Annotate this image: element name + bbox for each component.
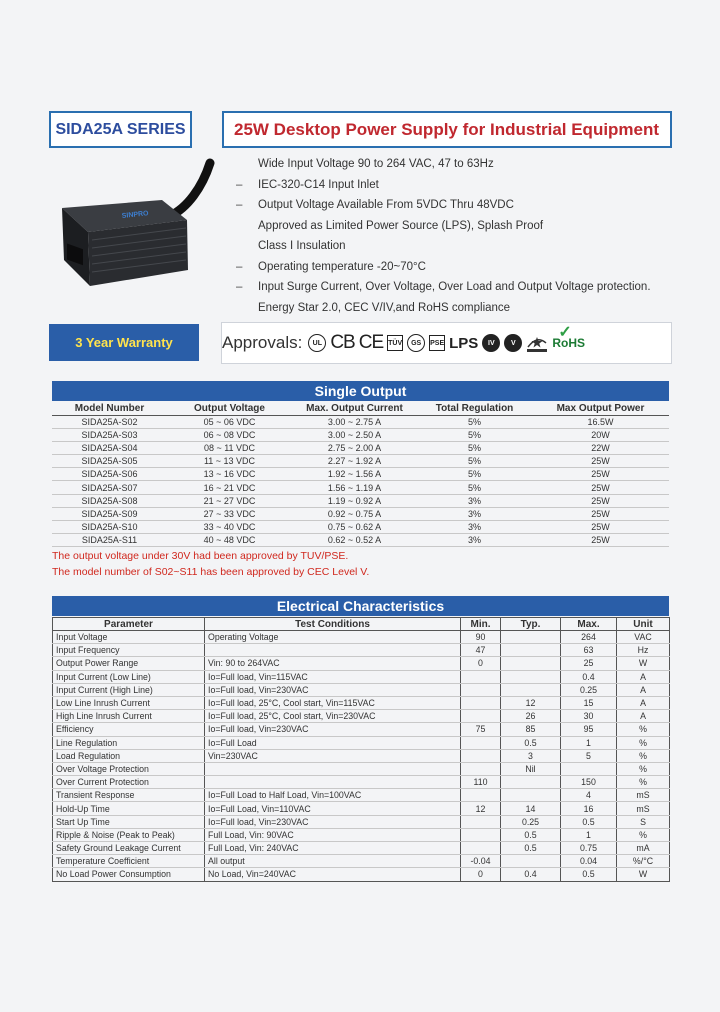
table-cell: No Load Power Consumption <box>53 868 205 881</box>
ul-mark-icon: UL <box>308 334 326 352</box>
table-cell: 3% <box>417 521 532 534</box>
table-cell <box>501 644 561 657</box>
table-cell <box>461 683 501 696</box>
table-row <box>53 670 670 683</box>
feature-item <box>236 154 676 175</box>
table-cell: 1.19 ~ 0.92 A <box>292 494 417 507</box>
table-cell <box>501 683 561 696</box>
table-cell: 5% <box>417 468 532 481</box>
table-cell: Input Current (High Line) <box>53 683 205 696</box>
table-row <box>53 657 670 670</box>
table-cell: Input Frequency <box>53 644 205 657</box>
column-header: Parameter <box>53 618 205 631</box>
table-cell: 25W <box>532 494 669 507</box>
feature-text: Operating temperature -20~70°C <box>258 260 426 273</box>
table-cell: 25W <box>532 507 669 520</box>
table-cell: SIDA25A-S04 <box>52 441 167 454</box>
table-cell: SIDA25A-S09 <box>52 507 167 520</box>
table-row <box>53 683 670 696</box>
electrical-table <box>52 617 670 882</box>
table-cell: 95 <box>561 723 617 736</box>
table-cell: %/°C <box>617 855 670 868</box>
feature-item <box>236 175 676 196</box>
feature-text: Class I Insulation <box>258 240 346 252</box>
table-cell: 0.92 ~ 0.75 A <box>292 507 417 520</box>
table-cell: Ripple & Noise (Peak to Peak) <box>53 828 205 841</box>
feature-text: Output Voltage Available From 5VDC Thru 48VDC <box>258 199 514 211</box>
table-cell: 264 <box>561 631 617 644</box>
table-cell: 4 <box>561 789 617 802</box>
table-cell: A <box>617 710 670 723</box>
table-cell: 0 <box>461 657 501 670</box>
table-cell: 0.5 <box>501 736 561 749</box>
feature-item <box>236 195 676 216</box>
table-cell: Io=Full Load <box>205 736 461 749</box>
rohs-mark-icon <box>552 324 585 350</box>
table-cell: 3% <box>417 494 532 507</box>
table-cell: SIDA25A-S05 <box>52 455 167 468</box>
table-cell <box>461 789 501 802</box>
table-cell: 27 ~ 33 VDC <box>167 507 292 520</box>
table-cell: 16 <box>561 802 617 815</box>
table-cell: 1 <box>561 828 617 841</box>
table-row <box>53 815 670 828</box>
table-cell: 12 <box>501 696 561 709</box>
brand-logo: SINPRO <box>121 210 149 220</box>
feature-item <box>236 236 676 257</box>
warranty-badge: 3 Year Warranty <box>49 324 199 361</box>
table-cell: 5 <box>561 749 617 762</box>
feature-item <box>236 216 676 237</box>
gs-mark-icon: GS <box>407 334 425 352</box>
feature-item <box>236 277 676 298</box>
table-cell: % <box>617 723 670 736</box>
table-cell: % <box>617 828 670 841</box>
series-title: SIDA25A SERIES <box>49 111 192 148</box>
table-cell: 12 <box>461 802 501 815</box>
check-icon: ✓ <box>558 324 572 341</box>
column-header: Unit <box>617 618 670 631</box>
table-row <box>53 723 670 736</box>
table-cell: SIDA25A-S11 <box>52 534 167 547</box>
table-cell <box>501 631 561 644</box>
table-cell: 0.75 <box>561 842 617 855</box>
table-cell: Operating Voltage <box>205 631 461 644</box>
table-cell: 0.5 <box>501 842 561 855</box>
feature-item <box>236 257 676 278</box>
table-cell: 25 <box>561 657 617 670</box>
table-row <box>53 868 670 881</box>
approvals-label: Approvals: <box>222 333 303 352</box>
table-cell: 1.92 ~ 1.56 A <box>292 468 417 481</box>
table-cell: 5% <box>417 441 532 454</box>
table-cell <box>205 776 461 789</box>
table-row <box>53 776 670 789</box>
dash-icon: – <box>236 281 243 293</box>
table-cell: All output <box>205 855 461 868</box>
table-cell: 150 <box>561 776 617 789</box>
table-cell: % <box>617 776 670 789</box>
table-cell: 3% <box>417 534 532 547</box>
table-cell <box>501 855 561 868</box>
table-cell: 5% <box>417 428 532 441</box>
table-cell: 25W <box>532 481 669 494</box>
table-cell: Io=Full load, 25°C, Cool start, Vin=115VAC <box>205 696 461 709</box>
column-header: Typ. <box>501 618 561 631</box>
table-cell <box>461 736 501 749</box>
table-cell: Output Power Range <box>53 657 205 670</box>
table-cell: A <box>617 696 670 709</box>
table-cell: Io=Full Load, Vin=110VAC <box>205 802 461 815</box>
table-cell: 47 <box>461 644 501 657</box>
feature-list <box>236 154 676 318</box>
note-cec: The model number of S02~S11 has been approved by CEC Level V. <box>52 566 370 578</box>
table-cell <box>461 696 501 709</box>
note-tuv-pse: The output voltage under 30V had been approved by TUV/PSE. <box>52 550 349 562</box>
table-cell <box>501 670 561 683</box>
table-cell: Transient Response <box>53 789 205 802</box>
electrical-title: Electrical Characteristics <box>52 596 669 616</box>
table-cell: 21 ~ 27 VDC <box>167 494 292 507</box>
table-cell: 0.04 <box>561 855 617 868</box>
table-cell: 3.00 ~ 2.50 A <box>292 428 417 441</box>
table-cell: 85 <box>501 723 561 736</box>
table-cell <box>561 762 617 775</box>
table-row <box>53 828 670 841</box>
table-cell: 08 ~ 11 VDC <box>167 441 292 454</box>
table-cell <box>461 710 501 723</box>
table-cell: Input Current (Low Line) <box>53 670 205 683</box>
single-output-title: Single Output <box>52 381 669 401</box>
table-cell: 1.56 ~ 1.19 A <box>292 481 417 494</box>
dash-icon: – <box>236 260 243 273</box>
lps-mark-icon: LPS <box>449 334 479 352</box>
table-cell: Hz <box>617 644 670 657</box>
table-cell: W <box>617 657 670 670</box>
table-cell: 22W <box>532 441 669 454</box>
table-cell: 3 <box>501 749 561 762</box>
table-cell: 05 ~ 06 VDC <box>167 415 292 428</box>
table-cell: Start Up Time <box>53 815 205 828</box>
table-cell <box>461 828 501 841</box>
table-row <box>53 710 670 723</box>
table-cell: 90 <box>461 631 501 644</box>
column-header: Total Regulation <box>417 402 532 415</box>
table-cell: 3% <box>417 507 532 520</box>
table-cell: 5% <box>417 415 532 428</box>
level-iv-mark-icon: IV <box>482 334 500 352</box>
table-cell <box>205 762 461 775</box>
table-cell: Io=Full load, Vin=115VAC <box>205 670 461 683</box>
table-cell: 110 <box>461 776 501 789</box>
table-cell: Full Load, Vin: 90VAC <box>205 828 461 841</box>
energy-star-icon <box>526 333 548 353</box>
table-row <box>53 696 670 709</box>
table-cell: 75 <box>461 723 501 736</box>
table-cell: 25W <box>532 534 669 547</box>
table-row <box>52 494 669 507</box>
table-cell: 14 <box>501 802 561 815</box>
table-cell: % <box>617 749 670 762</box>
table-row <box>52 455 669 468</box>
table-cell: W <box>617 868 670 881</box>
dash-icon: – <box>236 178 243 191</box>
table-cell: A <box>617 683 670 696</box>
table-row <box>53 789 670 802</box>
table-cell <box>205 644 461 657</box>
table-cell: Over Voltage Protection <box>53 762 205 775</box>
feature-text: Approved as Limited Power Source (LPS), Splash Proof <box>258 219 544 232</box>
table-cell: Nil <box>501 762 561 775</box>
table-cell <box>461 762 501 775</box>
column-header: Max. <box>561 618 617 631</box>
table-cell: VAC <box>617 631 670 644</box>
table-cell: mS <box>617 802 670 815</box>
table-cell: 26 <box>501 710 561 723</box>
table-cell: 0.5 <box>501 828 561 841</box>
dash-icon <box>236 236 258 257</box>
table-cell: 11 ~ 13 VDC <box>167 455 292 468</box>
column-header: Test Conditions <box>205 618 461 631</box>
table-cell: SIDA25A-S10 <box>52 521 167 534</box>
table-row <box>52 468 669 481</box>
table-cell: S <box>617 815 670 828</box>
feature-text: Input Surge Current, Over Voltage, Over Load and Output Voltage protection. <box>258 281 651 293</box>
table-cell: Full Load, Vin: 240VAC <box>205 842 461 855</box>
page-title: 25W Desktop Power Supply for Industrial Equipment <box>222 111 672 148</box>
table-cell: 13 ~ 16 VDC <box>167 468 292 481</box>
pse-mark-icon: PSE <box>429 335 445 351</box>
tuv-mark-icon: TÜV <box>387 335 403 351</box>
table-cell: 5% <box>417 455 532 468</box>
feature-item <box>236 298 676 319</box>
table-cell: 20W <box>532 428 669 441</box>
ce-mark-icon: CE <box>358 332 384 353</box>
table-row <box>53 736 670 749</box>
table-cell <box>461 670 501 683</box>
table-cell: SIDA25A-S03 <box>52 428 167 441</box>
table-cell: 0.25 <box>561 683 617 696</box>
column-header: Output Voltage <box>167 402 292 415</box>
feature-text: Wide Input Voltage 90 to 264 VAC, 47 to 63Hz <box>258 158 494 170</box>
cb-mark-icon: CB <box>330 332 355 353</box>
single-output-table <box>52 402 669 547</box>
table-cell: Efficiency <box>53 723 205 736</box>
table-row <box>52 521 669 534</box>
table-cell: Safety Ground Leakage Current <box>53 842 205 855</box>
table-cell: 0.4 <box>501 868 561 881</box>
table-cell: SIDA25A-S08 <box>52 494 167 507</box>
table-row <box>53 644 670 657</box>
table-cell <box>461 749 501 762</box>
table-cell: Io=Full load, Vin=230VAC <box>205 683 461 696</box>
table-row <box>53 749 670 762</box>
column-header: Model Number <box>52 402 167 415</box>
table-cell: Hold-Up Time <box>53 802 205 815</box>
table-row <box>53 631 670 644</box>
table-cell: 5% <box>417 481 532 494</box>
table-cell: 40 ~ 48 VDC <box>167 534 292 547</box>
feature-text: IEC-320-C14 Input Inlet <box>258 178 379 191</box>
power-supply-image <box>52 158 222 298</box>
table-cell: Io=Full Load to Half Load, Vin=100VAC <box>205 789 461 802</box>
table-row <box>53 802 670 815</box>
table-cell: % <box>617 736 670 749</box>
table-cell: 0.62 ~ 0.52 A <box>292 534 417 547</box>
table-row <box>52 428 669 441</box>
table-row <box>52 481 669 494</box>
column-header: Max Output Power <box>532 402 669 415</box>
table-cell: 33 ~ 40 VDC <box>167 521 292 534</box>
column-header: Min. <box>461 618 501 631</box>
rohs-label: RoHS <box>552 336 585 350</box>
table-cell: No Load, Vin=240VAC <box>205 868 461 881</box>
approvals-box <box>221 322 672 364</box>
table-cell: 63 <box>561 644 617 657</box>
table-cell: Io=Full load, Vin=230VAC <box>205 815 461 828</box>
table-cell <box>461 815 501 828</box>
dash-icon: – <box>236 199 243 211</box>
dash-icon <box>236 298 258 319</box>
table-cell: Low Line Inrush Current <box>53 696 205 709</box>
table-cell: mS <box>617 789 670 802</box>
table-cell: Load Regulation <box>53 749 205 762</box>
table-cell <box>501 776 561 789</box>
table-cell: 16 ~ 21 VDC <box>167 481 292 494</box>
feature-text: Energy Star 2.0, CEC V/IV,and RoHS compliance <box>258 301 511 314</box>
table-cell: Over Current Protection <box>53 776 205 789</box>
table-row <box>53 855 670 868</box>
table-row <box>52 415 669 428</box>
table-cell: SIDA25A-S06 <box>52 468 167 481</box>
table-cell: 0.5 <box>561 868 617 881</box>
table-cell: 2.27 ~ 1.92 A <box>292 455 417 468</box>
level-v-mark-icon: V <box>504 334 522 352</box>
table-row <box>52 441 669 454</box>
table-cell: 16.5W <box>532 415 669 428</box>
table-cell: 25W <box>532 455 669 468</box>
table-cell: 30 <box>561 710 617 723</box>
table-cell: 25W <box>532 468 669 481</box>
table-cell: 15 <box>561 696 617 709</box>
table-cell: Temperature Coefficient <box>53 855 205 868</box>
table-cell: Io=Full load, 25°C, Cool start, Vin=230VAC <box>205 710 461 723</box>
table-cell: Line Regulation <box>53 736 205 749</box>
table-row <box>52 534 669 547</box>
table-cell: Vin: 90 to 264VAC <box>205 657 461 670</box>
table-cell: Input Voltage <box>53 631 205 644</box>
table-cell: A <box>617 670 670 683</box>
table-cell <box>461 842 501 855</box>
table-cell: High Line Inrush Current <box>53 710 205 723</box>
table-cell: Io=Full load, Vin=230VAC <box>205 723 461 736</box>
table-cell: 1 <box>561 736 617 749</box>
table-cell: 06 ~ 08 VDC <box>167 428 292 441</box>
table-cell: 0.4 <box>561 670 617 683</box>
table-cell: 0.5 <box>561 815 617 828</box>
table-cell: SIDA25A-S07 <box>52 481 167 494</box>
table-cell: -0.04 <box>461 855 501 868</box>
table-cell: % <box>617 762 670 775</box>
table-row <box>52 507 669 520</box>
table-cell <box>501 657 561 670</box>
table-cell <box>501 789 561 802</box>
table-row <box>53 762 670 775</box>
table-cell: 0 <box>461 868 501 881</box>
table-cell: Vin=230VAC <box>205 749 461 762</box>
table-cell: SIDA25A-S02 <box>52 415 167 428</box>
table-cell: 2.75 ~ 2.00 A <box>292 441 417 454</box>
table-cell: 0.75 ~ 0.62 A <box>292 521 417 534</box>
column-header: Max. Output Current <box>292 402 417 415</box>
table-cell: 25W <box>532 521 669 534</box>
approval-marks <box>308 324 585 354</box>
table-row <box>53 842 670 855</box>
table-cell: mA <box>617 842 670 855</box>
dash-icon <box>236 154 258 175</box>
dash-icon <box>236 216 258 237</box>
table-cell: 3.00 ~ 2.75 A <box>292 415 417 428</box>
table-cell: 0.25 <box>501 815 561 828</box>
